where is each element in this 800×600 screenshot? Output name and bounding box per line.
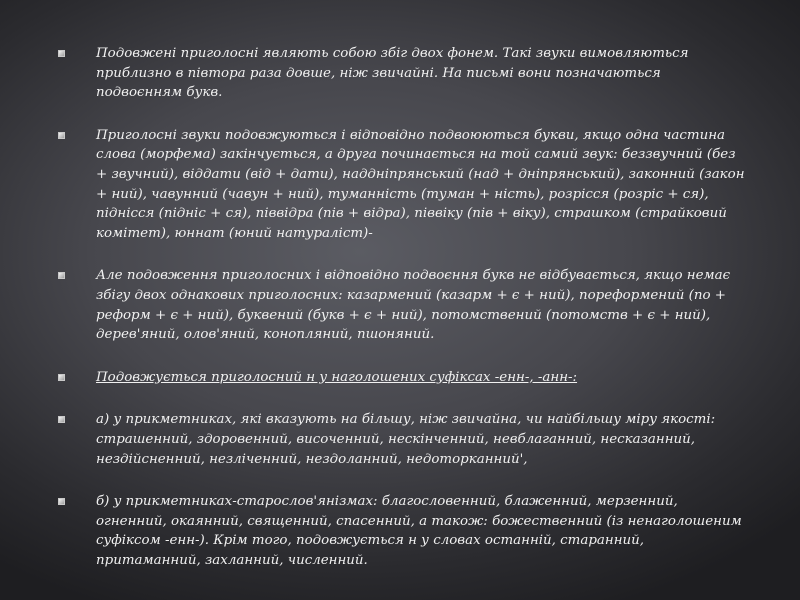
- paragraph-text: Але подовження приголосних і відповідно подвоєння букв не відбувається, якщо немає збігу двох однакових приголосних: казармений (казарм + є + ний), пореформений (по + реформ + є + ний), буквений (букв + є + ний), потомствений (потомств + є + ний), дерев'яний, олов'яний, конопляний, пшоняний.: [96, 268, 731, 343]
- bullet-item: [58, 492, 748, 570]
- square-bullet-icon: [58, 374, 65, 381]
- square-bullet-icon: [58, 132, 65, 139]
- bullet-item: [58, 126, 748, 244]
- paragraph-heading-text: Подовжується приголосний н у наголошених суфіксах -енн-, -анн-:: [96, 369, 578, 385]
- square-bullet-icon: [58, 272, 65, 279]
- paragraph-text: Приголосні звуки подовжуються і відповідно подвоюються букви, якщо одна частина слова (морфема) закінчується, а друга починається на той самий звук: беззвучний (без + звучний), віддати (від + дати), наддніпрянський (над + дніпрянський), законний (закон + ний), чавунний (чавун + ний), туманність (туман + ність), розрісся (розріс + ся), піднісся (підніс + ся), піввідра (пів + відра), пiввіку (пів + віку), страшком (страйковий комітет), юннат (юний натураліст)-: [96, 127, 745, 241]
- slide-body: [58, 44, 748, 593]
- bullet-item: [58, 410, 748, 469]
- paragraph-text: а) у прикметниках, які вказують на більшу, ніж звичайна, чи найбільшу міру якості: страшенний, здоровенний, височенний, нескінченний, невблаганний, несказанний, нездійсненний, незліченний, нездоланний, недоторканний',: [96, 412, 716, 467]
- paragraph-text: Подовжені приголосні являють собою збіг двох фонем. Такі звуки вимовляються приблизно в півтора раза довше, ніж звичайні. На письмі вони позначаються подвоєнням букв.: [96, 46, 689, 101]
- bullet-item: [58, 44, 748, 103]
- bullet-item: [58, 368, 748, 388]
- square-bullet-icon: [58, 50, 65, 57]
- square-bullet-icon: [58, 416, 65, 423]
- paragraph-text: б) у прикметниках-старослов'янізмах: благословенний, блаженний, мерзенний, огненний, окаянний, священний, спасенний, а також: божественний (із ненаголошеним суфіксом -енн-). Крім того, подовжується н у словах останній, старанний, притаманний, захланний, численний.: [96, 494, 742, 568]
- bullet-item: [58, 266, 748, 344]
- square-bullet-icon: [58, 498, 65, 505]
